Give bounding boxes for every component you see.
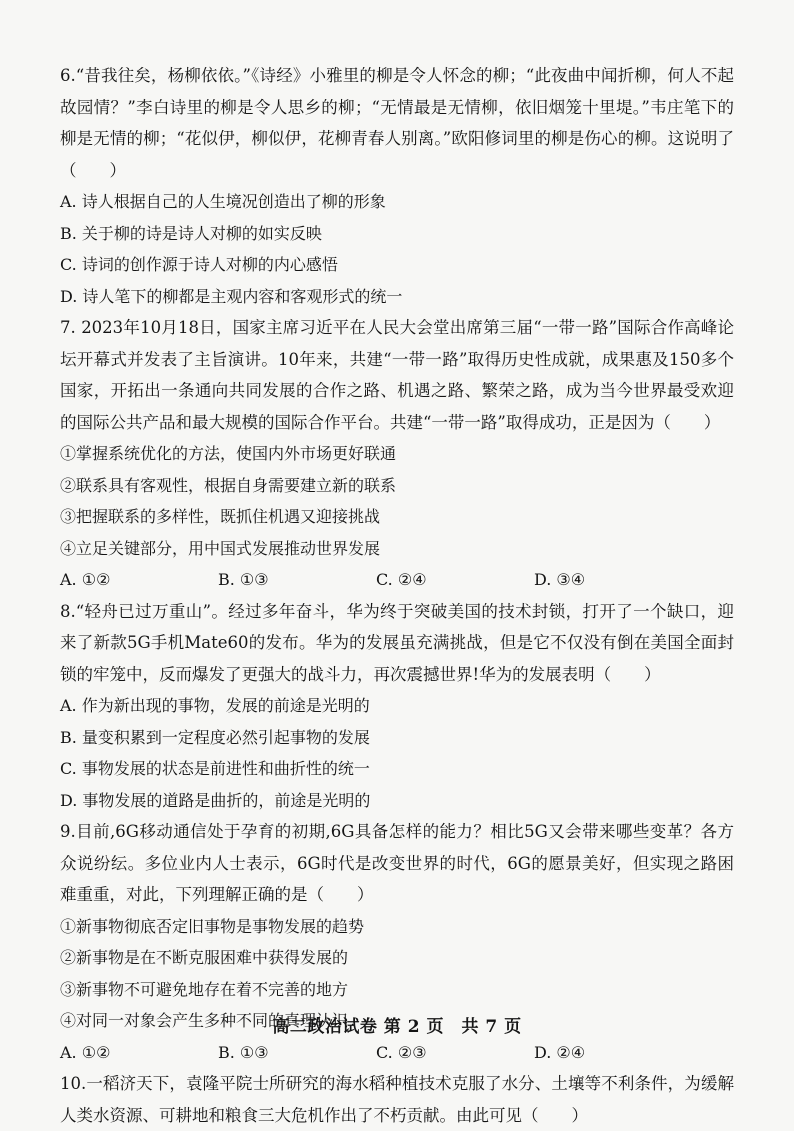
choice-a: A. ①② bbox=[60, 570, 111, 589]
statement-2: ②联系具有客观性，根据自身需要建立新的联系 bbox=[60, 475, 397, 495]
choice-b: B. ①③ bbox=[218, 570, 269, 589]
option-b: B. 关于柳的诗是诗人对柳的如实反映 bbox=[60, 223, 322, 243]
question-stem: 9.目前,6G移动通信处于孕育的初期,6G具备怎样的能力？相比5G又会带来哪些变革？各方众说纷纭。多位业内人士表示，6G时代是改变世界的时代，6G的愿景美好，但实现之路困难重重，对此，下列理解正确的是（ ） bbox=[60, 822, 734, 904]
statement-3: ③新事物不可避免地存在着不完善的地方 bbox=[60, 979, 349, 999]
statement-1: ①掌握系统优化的方法，使国内外市场更好联通 bbox=[60, 444, 397, 463]
option-b: B. 量变积累到一定程度必然引起事物的发展 bbox=[60, 727, 370, 747]
answer-choices bbox=[60, 1037, 734, 1069]
question-stem: 8.“轻舟已过万重山”。经过多年奋斗，华为终于突破美国的技术封锁，打开了一个缺口，迎来了新款5G手机Mate60的发布。华为的发展虽充满挑战，但是它不仅没有倒在美国全面封锁的牢笼中，反而爆发了更强大的战斗力，再次震撼世界!华为的发展表明（ ） bbox=[60, 601, 734, 684]
statement-4: ④立足关键部分，用中国式发展推动世界发展 bbox=[60, 538, 381, 558]
choice-d: D. ③④ bbox=[534, 570, 586, 589]
option-d: D. 事物发展的道路是曲折的，前途是光明的 bbox=[60, 790, 371, 810]
question-6 bbox=[60, 60, 734, 312]
question-stem: 7. 2023年10月18日，国家主席习近平在人民大会堂出席第三届“一带一路”国际合作高峰论坛开幕式并发表了主旨演讲。10年来，共建“一带一路”取得历史性成就，成果惠及150多个国家，开拓出一条通向共同发展的合作之路、机遇之路、繁荣之路，成为当今世界最受欢迎的国际公共产品和最大规模的国际合作平台。共建“一带一路”取得成功，正是因为（ ） bbox=[60, 318, 734, 432]
page-footer: 高二政治试卷 第 2 页 共 7 页 bbox=[272, 1017, 522, 1037]
statement-1: ①新事物彻底否定旧事物是事物发展的趋势 bbox=[60, 916, 365, 936]
option-d: D. 诗人笔下的柳都是主观内容和客观形式的统一 bbox=[60, 286, 403, 306]
option-a: A. 作为新出现的事物，发展的前途是光明的 bbox=[60, 696, 370, 715]
option-a: A. 诗人根据自己的人生境况创造出了柳的形象 bbox=[60, 192, 386, 211]
question-7 bbox=[60, 312, 734, 596]
question-stem: 6.“昔我往矣，杨柳依依。”《诗经》小雅里的柳是令人怀念的柳；“此夜曲中闻折柳，何人不起故园情？”李白诗里的柳是令人思乡的柳；“无情最是无情柳，依旧烟笼十里堤。”韦庄笔下的柳是无情的柳；“花似伊，柳似伊，花柳青春人别离。”欧阳修词里的柳是伤心的柳。这说明了（ ） bbox=[60, 66, 734, 180]
choice-d: D. ②④ bbox=[534, 1042, 586, 1062]
option-c: C. 事物发展的状态是前进性和曲折性的统一 bbox=[60, 759, 370, 778]
answer-choices bbox=[60, 564, 734, 596]
statement-3: ③把握联系的多样性，既抓住机遇又迎接挑战 bbox=[60, 507, 381, 526]
choice-b: B. ①③ bbox=[218, 1042, 269, 1062]
choice-a: A. ①② bbox=[60, 1042, 111, 1062]
option-c: C. 诗词的创作源于诗人对柳的内心感悟 bbox=[60, 255, 338, 274]
choice-c: C. ②④ bbox=[376, 570, 427, 589]
choice-c: C. ②③ bbox=[376, 1042, 427, 1062]
question-8 bbox=[60, 596, 734, 817]
question-stem: 10.一稻济天下，袁隆平院士所研究的海水稻种植技术克服了水分、土壤等不利条件，为缓解人类水资源、可耕地和粮食三大危机作出了不朽贡献。由此可见（ ） bbox=[60, 1074, 734, 1125]
statement-4: ④对同一对象会产生多种不同的真理认识 bbox=[60, 1011, 349, 1030]
statement-2: ②新事物是在不断克服困难中获得发展的 bbox=[60, 948, 349, 967]
